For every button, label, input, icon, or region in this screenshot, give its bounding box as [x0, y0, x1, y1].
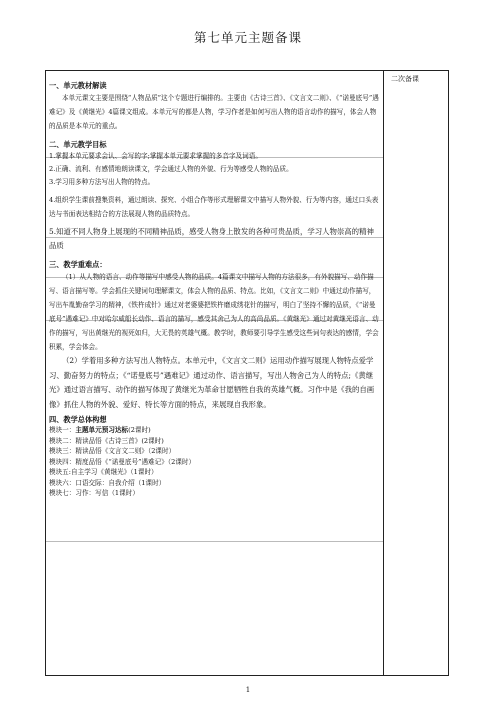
module-text: 模块七：	[49, 489, 76, 497]
module-text: 模块六：	[49, 478, 76, 487]
module-text: (2课时)	[128, 426, 151, 434]
goal-item: 2.正确、流利、有感情地朗读课文，学会通过人物的外貌、行为等感受人物的品质。	[49, 165, 293, 173]
module-item	[49, 436, 379, 447]
module-text: 习作：写信	[75, 489, 109, 497]
module-text: （1课时）	[134, 478, 166, 487]
section-heading-2: 二、单元教学目标	[49, 140, 107, 149]
goal-item: 3.学习用多种方法写出人物的特点。	[49, 178, 155, 186]
goal-item: 1.掌握本单元要求会认、会写的字;掌握本单元要求掌握的多音字及词语。	[49, 152, 262, 160]
module-item	[49, 425, 379, 436]
lesson-plan-table	[45, 70, 449, 676]
module-text: 模块四：	[49, 457, 76, 466]
section-1-body: 本单元课文主要是围绕“人物品质”这个专题进行编排的。主要由《古诗三首》、《文言文二则》、《“诺曼底号”遇难记》及《黄继光》4篇课文组成。本单元写的都是人物，学习作者是如何写出人物的语言动作的描写，体会人物的品质是本单元的重点。	[49, 94, 379, 130]
module-item	[49, 457, 379, 468]
goal-item: 4.组织学生课前搜集资料，通过朗读、探究、小组合作等形式理解课文中描写人物外貌、行为等内容，通过口头表达与书面表达相结合的方法展现人物的品质特点。	[49, 196, 379, 218]
main-content	[49, 77, 379, 499]
page-title: 第七单元主题备课	[193, 30, 302, 45]
goal-item: 5.知道不同人物身上展现的不同精神品质，感受人物身上散发的各种可贵品质，学习人物崇高的精神品质	[49, 227, 374, 250]
module-text: 主题单元预习达标	[75, 426, 129, 434]
module-text: （1课时）	[108, 489, 139, 497]
module-list	[49, 425, 379, 499]
column-divider	[383, 71, 384, 675]
second-prep-label: 二次备课	[391, 75, 419, 83]
module-text: 自主学习《黄继光》	[71, 468, 131, 476]
module-text: 模块五:	[49, 468, 72, 476]
module-text: 模块二：	[49, 436, 76, 445]
module-item	[49, 488, 379, 499]
module-text: (2课时)	[141, 436, 164, 445]
module-text: 精读品悟《文言文二则》	[75, 447, 148, 455]
module-item	[49, 467, 379, 478]
module-text: （1课时）	[130, 468, 158, 476]
module-text: （2课时）	[167, 457, 196, 466]
key-point-2: （2）学着用多种方法写出人物特点。本单元中，《文言文二则》运用动作描写展现人物特点爱学习、勤奋努力的特点；《“诺曼底号”遇难记》通过动作、语言描写，写出人物舍己为人的特点;《黄继光》通过语言描写、动作的描写体现了黄继光为革命甘愿牺牲自我的英雄气概。习作中是《我的自画像》抓住人物的外貌、爱好、特长等方面的特点，来展现自我形象。	[49, 356, 375, 409]
section-heading-3: 三、教学重难点：	[49, 260, 107, 269]
module-text: 精读品悟《古诗三首》	[75, 436, 142, 445]
module-item	[49, 446, 379, 457]
section-heading-4: 四、教学总体构想	[49, 415, 107, 424]
module-text: 精度品悟《“诺曼底号”遇难记》	[75, 457, 168, 466]
module-text: （2课时）	[147, 447, 176, 455]
row-divider	[46, 541, 383, 542]
module-item	[49, 478, 379, 489]
section-heading-1: 一、单元教材解读	[49, 81, 107, 90]
module-text: 口语交际：自我介绍	[75, 478, 135, 487]
module-text: 模块三：	[49, 447, 76, 455]
module-text: 模块一：	[49, 426, 76, 434]
key-point-1: （1）从人物的语言、动作等描写中感受人物的品质。4篇课文中描写人物的方法很多，有外貌描写、动作描写、语言描写等。学会抓住关键词句理解课文，体会人物的品质、特点。比如，《文言文二则》中通过动作描写，写出车胤勤奋学习的精神，《铁杵成针》通过对老婆婆把铁杵磨成绣花针的描写，明白了坚持不懈的品质，《“诺曼底号”遇难记》中对哈尔威船长动作、语言的描写，感受其舍己为人的高尚品质。《黄继光》通过对黄继光语言、动作的描写，写出黄继光的视死如归，大无畏的英雄气概。教学时，教师要引导学生感受这些词句表达的感情，学会积累，学会体会。	[49, 273, 379, 351]
page-number: 1	[245, 686, 251, 694]
